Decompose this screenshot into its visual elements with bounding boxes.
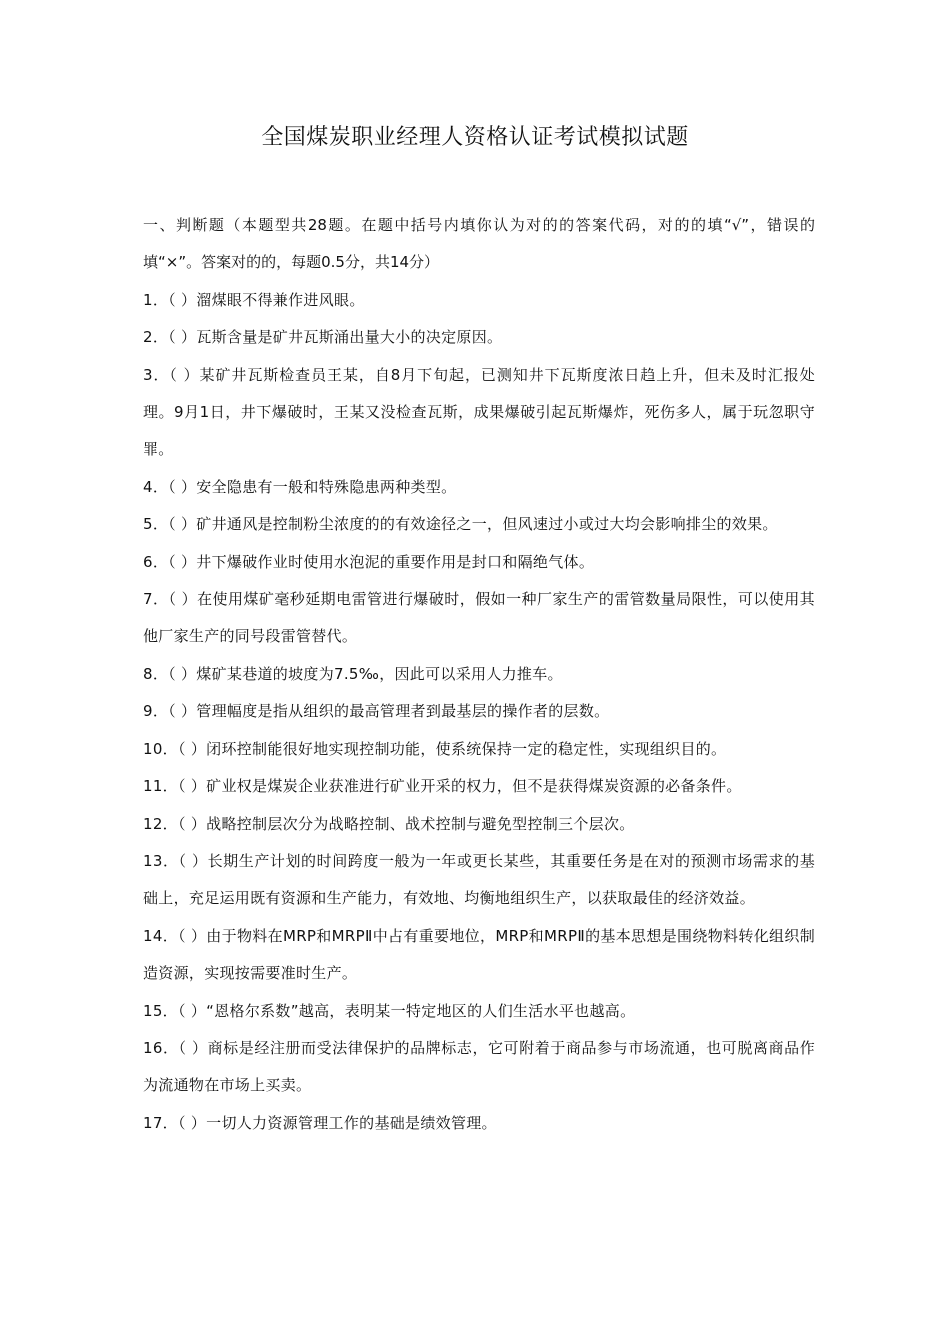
- question-item: 13．（ ）长期生产计划的时间跨度一般为一年或更长某些，其重要任务是在对的预测市场需求的基础上，充足运用既有资源和生产能力，有效地、均衡地组织生产，以获取最佳的经济效益。: [143, 851, 815, 908]
- question-item: 11．（ ）矿业权是煤炭企业获准进行矿业开采的权力，但不是获得煤炭资源的必备条件。: [143, 777, 742, 796]
- question-item: 17．（ ）一切人力资源管理工作的基础是绩效管理。: [143, 1113, 497, 1132]
- question-item: 9．（ ）管理幅度是指从组织的最高管理者到最基层的操作者的层数。: [143, 702, 610, 721]
- question-item: 5．（ ）矿井通风是控制粉尘浓度的的有效途径之一，但风速过小或过大均会影响排尘的效果。: [143, 515, 778, 534]
- question-item: 6．（ ）井下爆破作业时使用水泡泥的重要作用是封口和隔绝气体。: [143, 552, 595, 571]
- document-title: 全国煤炭职业经理人资格认证考试模拟试题: [261, 125, 689, 150]
- question-item: 16．（ ）商标是经注册而受法律保护的品牌标志，它可附着于商品参与市场流通，也可脱离商品作为流通物在市场上买卖。: [143, 1038, 815, 1095]
- question-item: 15．（ ）“恩格尔系数”越高，表明某一特定地区的人们生活水平也越高。: [143, 1001, 636, 1020]
- question-item: 8．（ ）煤矿某巷道的坡度为7.5‰，因此可以采用人力推车。: [143, 664, 563, 683]
- question-item: 2．（ ）瓦斯含量是矿井瓦斯涌出量大小的决定原因。: [143, 328, 503, 347]
- question-item: 1．（ ）溜煤眼不得兼作进风眼。: [143, 290, 365, 309]
- document-body: [143, 207, 815, 1142]
- section-intro: 一、判断题（本题型共28题。在题中括号内填你认为对的的答案代码，对的的填“√”，错误的填“×”。答案对的的，每题0.5分，共14分）: [143, 216, 815, 272]
- question-item: 3．（ ）某矿井瓦斯检查员王某，自8月下旬起，已测知井下瓦斯度浓日趋上升，但未及时汇报处理。9月1日，井下爆破时，王某又没检查瓦斯，成果爆破引起瓦斯爆炸，死伤多人，属于玩忽职守罪。: [143, 365, 815, 459]
- question-item: 7．（ ）在使用煤矿毫秒延期电雷管进行爆破时，假如一种厂家生产的雷管数量局限性，可以使用其他厂家生产的同号段雷管替代。: [143, 590, 815, 646]
- question-item: 10．（ ）闭环控制能很好地实现控制功能，使系统保持一定的稳定性，实现组织目的。: [143, 739, 727, 758]
- question-item: 12．（ ）战略控制层次分为战略控制、战术控制与避免型控制三个层次。: [143, 814, 635, 833]
- question-item: 14．（ ）由于物料在MRP和MRPⅡ中占有重要地位，MRP和MRPⅡ的基本思想是围绕物料转化组织制造资源，实现按需要准时生产。: [143, 926, 815, 983]
- question-item: 4．（ ）安全隐患有一般和特殊隐患两种类型。: [143, 477, 457, 496]
